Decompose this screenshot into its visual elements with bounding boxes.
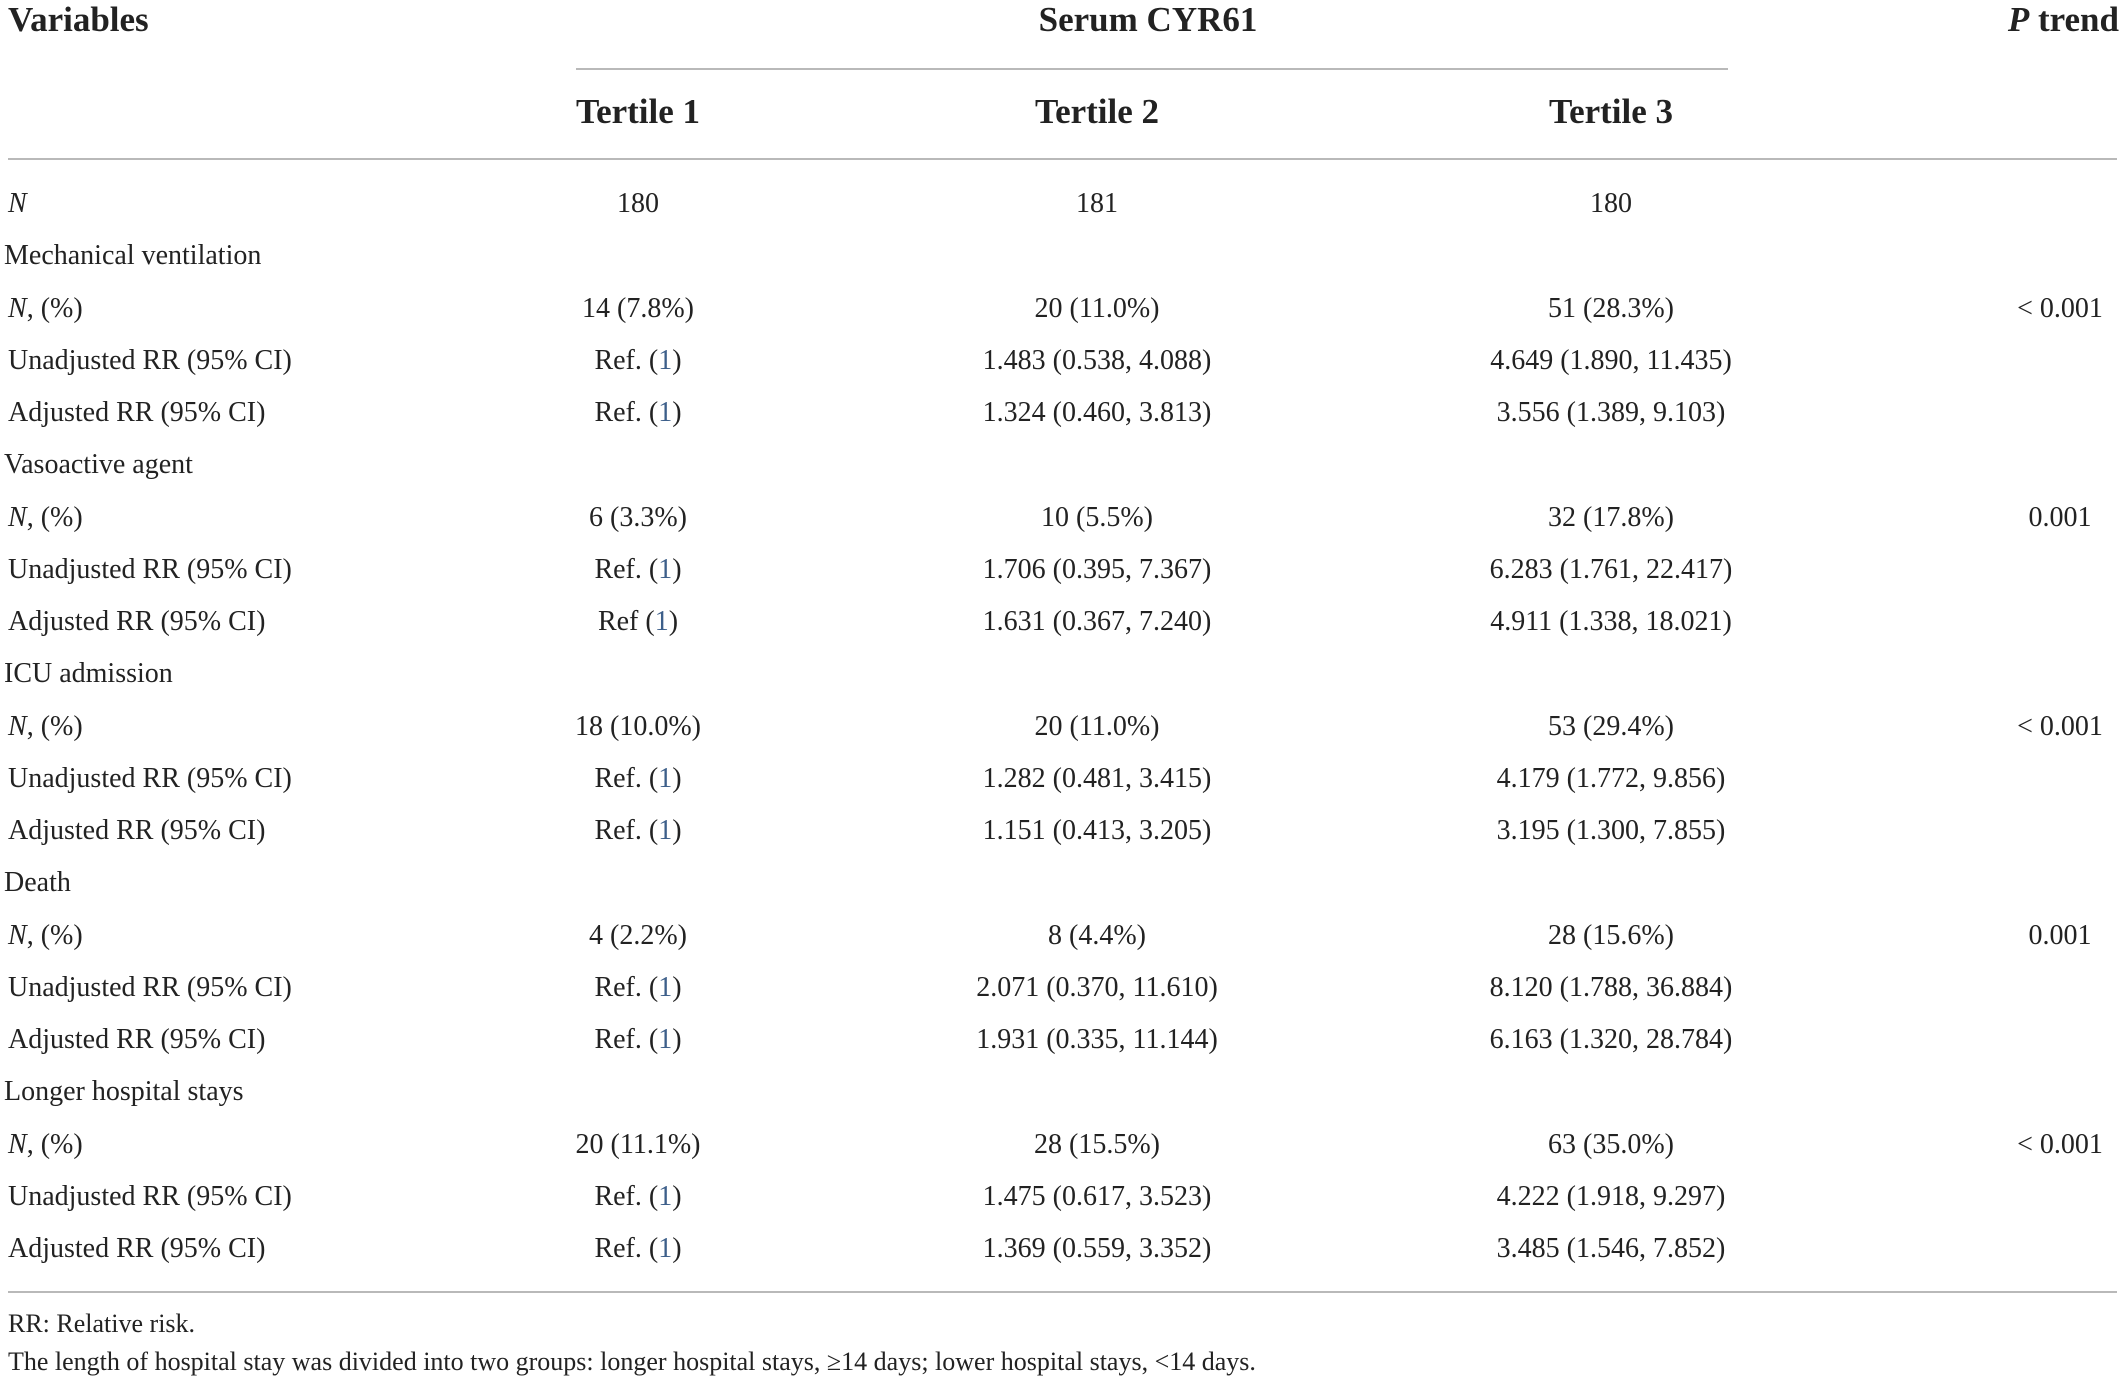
cell-t2: 1.324 (0.460, 3.813) — [982, 397, 1212, 428]
group-title: Mechanical ventilation — [4, 240, 262, 271]
cell-t3: 3.195 (1.300, 7.855) — [1496, 815, 1726, 846]
cell-t1: 20 (11.1%) — [575, 1129, 701, 1160]
ref-number: 1 — [658, 1233, 673, 1264]
cell-p-trend: 0.001 — [2028, 920, 2092, 951]
n-rest: , (%) — [26, 502, 83, 533]
ref-post: ) — [672, 1181, 682, 1212]
cell-t3: 6.163 (1.320, 28.784) — [1489, 1024, 1733, 1055]
cell-t1 — [598, 606, 678, 638]
cell-t3: 3.485 (1.546, 7.852) — [1496, 1233, 1726, 1264]
n-rest: , (%) — [26, 711, 83, 742]
footnote-hospital-stay: The length of hospital stay was divided into two groups: longer hospital stays, ≥14 days; lower hospital stays, <14 days. — [8, 1347, 1256, 1376]
cell-t1: 14 (7.8%) — [582, 293, 694, 324]
cell-t3: 4.222 (1.918, 9.297) — [1496, 1181, 1726, 1212]
cell-t3: 51 (28.3%) — [1548, 293, 1674, 324]
ref-post: ) — [672, 554, 682, 585]
cell-t2: 1.369 (0.559, 3.352) — [982, 1233, 1212, 1264]
n-row-t3: 180 — [1590, 188, 1632, 219]
row-label: Unadjusted RR (95% CI) — [8, 554, 292, 585]
ref-number: 1 — [658, 554, 673, 585]
cell-t2: 8 (4.4%) — [1048, 920, 1146, 951]
ref-number: 1 — [658, 763, 673, 794]
row-label: Unadjusted RR (95% CI) — [8, 345, 292, 376]
header-tertile-1: Tertile 1 — [575, 92, 701, 131]
cell-t1: 4 (2.2%) — [589, 920, 687, 951]
row-label: Unadjusted RR (95% CI) — [8, 1181, 292, 1212]
cell-t1: 18 (10.0%) — [575, 711, 701, 742]
ref-pre: Ref ( — [597, 606, 655, 637]
header-p-trend — [2008, 0, 2119, 40]
n-italic: N — [8, 920, 27, 951]
cell-t1: 6 (3.3%) — [589, 502, 687, 533]
ref-pre: Ref. ( — [594, 1233, 659, 1264]
cell-t3: 8.120 (1.788, 36.884) — [1489, 972, 1733, 1003]
group-title: Vasoactive agent — [4, 449, 193, 480]
row-label — [8, 1129, 83, 1161]
n-italic: N — [8, 1129, 27, 1160]
ref-pre: Ref. ( — [594, 763, 659, 794]
n-rest: , (%) — [26, 293, 83, 324]
n-rest: , (%) — [26, 1129, 83, 1160]
ref-post: ) — [672, 763, 682, 794]
row-label — [8, 502, 83, 534]
cell-t2: 1.931 (0.335, 11.144) — [976, 1024, 1218, 1055]
cell-t3: 28 (15.6%) — [1548, 920, 1674, 951]
row-label — [8, 711, 83, 743]
ref-pre: Ref. ( — [594, 1024, 659, 1055]
row-label: Unadjusted RR (95% CI) — [8, 972, 292, 1003]
header-tertile-3: Tertile 3 — [1548, 92, 1674, 131]
cell-t3: 6.283 (1.761, 22.417) — [1489, 554, 1733, 585]
n-row-label — [8, 188, 27, 220]
table-bottom-rule — [8, 1291, 2117, 1293]
cell-t3: 4.649 (1.890, 11.435) — [1490, 345, 1732, 376]
ref-pre: Ref. ( — [594, 1181, 659, 1212]
n-row-t1: 180 — [617, 188, 659, 219]
cell-p-trend: 0.001 — [2028, 502, 2092, 533]
cell-t2: 1.282 (0.481, 3.415) — [982, 763, 1212, 794]
cell-t3: 4.911 (1.338, 18.021) — [1490, 606, 1732, 637]
ref-number: 1 — [658, 397, 673, 428]
ref-number: 1 — [658, 345, 673, 376]
cell-t2: 1.706 (0.395, 7.367) — [982, 554, 1212, 585]
cell-p-trend: < 0.001 — [2017, 1129, 2103, 1160]
row-label — [8, 920, 83, 952]
ref-pre: Ref. ( — [594, 345, 659, 376]
cell-t1 — [594, 815, 681, 847]
group-title: ICU admission — [4, 658, 173, 689]
cell-t2: 2.071 (0.370, 11.610) — [976, 972, 1218, 1003]
cell-p-trend: < 0.001 — [2017, 711, 2103, 742]
cell-t2: 28 (15.5%) — [1034, 1129, 1160, 1160]
cell-t1 — [594, 763, 681, 795]
n-row-t2: 181 — [1076, 188, 1118, 219]
ref-pre: Ref. ( — [594, 815, 659, 846]
cell-t2: 1.631 (0.367, 7.240) — [982, 606, 1212, 637]
row-label: Adjusted RR (95% CI) — [8, 815, 266, 846]
cell-t1 — [594, 972, 681, 1004]
cell-t3: 63 (35.0%) — [1548, 1129, 1674, 1160]
header-tertile-2: Tertile 2 — [1034, 92, 1160, 131]
cell-t1 — [594, 554, 681, 586]
row-label: Adjusted RR (95% CI) — [8, 1233, 266, 1264]
ref-post: ) — [672, 397, 682, 428]
cell-t1 — [594, 345, 681, 377]
header-variables: Variables — [8, 0, 149, 39]
ref-post: ) — [668, 606, 679, 637]
p-trend-italic: P — [2007, 0, 2030, 39]
header-serum-cyr61: Serum CYR61 — [1038, 0, 1258, 39]
ref-pre: Ref. ( — [594, 397, 659, 428]
cell-p-trend: < 0.001 — [2017, 293, 2103, 324]
row-label: Adjusted RR (95% CI) — [8, 606, 266, 637]
p-trend-rest: trend — [2029, 0, 2119, 39]
ref-pre: Ref. ( — [594, 554, 659, 585]
ref-number: 1 — [658, 972, 673, 1003]
serum-header-rule — [576, 68, 1728, 70]
ref-post: ) — [672, 345, 682, 376]
row-label: Adjusted RR (95% CI) — [8, 1024, 266, 1055]
group-title: Longer hospital stays — [4, 1076, 244, 1107]
ref-post: ) — [672, 972, 682, 1003]
cell-t3: 4.179 (1.772, 9.856) — [1496, 763, 1726, 794]
row-label: Unadjusted RR (95% CI) — [8, 763, 292, 794]
cell-t2: 1.151 (0.413, 3.205) — [982, 815, 1212, 846]
group-title: Death — [4, 867, 71, 898]
n-italic: N — [8, 502, 27, 533]
ref-pre: Ref. ( — [594, 972, 659, 1003]
cell-t2: 20 (11.0%) — [1034, 293, 1160, 324]
n-italic: N — [8, 711, 27, 742]
header-bottom-rule — [8, 158, 2117, 160]
cell-t3: 32 (17.8%) — [1548, 502, 1674, 533]
n-italic: N — [8, 293, 27, 324]
n-label-italic: N — [8, 188, 27, 219]
cell-t2: 1.483 (0.538, 4.088) — [982, 345, 1212, 376]
cell-t2: 20 (11.0%) — [1034, 711, 1160, 742]
cell-t1 — [594, 1181, 681, 1213]
ref-post: ) — [672, 1024, 682, 1055]
ref-number: 1 — [654, 606, 669, 637]
ref-number: 1 — [658, 1181, 673, 1212]
ref-post: ) — [672, 815, 682, 846]
row-label — [8, 293, 83, 325]
footnote-rr: RR: Relative risk. — [8, 1309, 196, 1338]
cell-t1 — [594, 1024, 681, 1056]
row-label: Adjusted RR (95% CI) — [8, 397, 266, 428]
cell-t1 — [594, 1233, 681, 1265]
cell-t2: 10 (5.5%) — [1041, 502, 1153, 533]
cell-t3: 53 (29.4%) — [1548, 711, 1674, 742]
cell-t2: 1.475 (0.617, 3.523) — [982, 1181, 1212, 1212]
ref-number: 1 — [658, 815, 673, 846]
cell-t3: 3.556 (1.389, 9.103) — [1496, 397, 1726, 428]
n-rest: , (%) — [26, 920, 83, 951]
cell-t1 — [594, 397, 681, 429]
ref-post: ) — [672, 1233, 682, 1264]
ref-number: 1 — [658, 1024, 673, 1055]
